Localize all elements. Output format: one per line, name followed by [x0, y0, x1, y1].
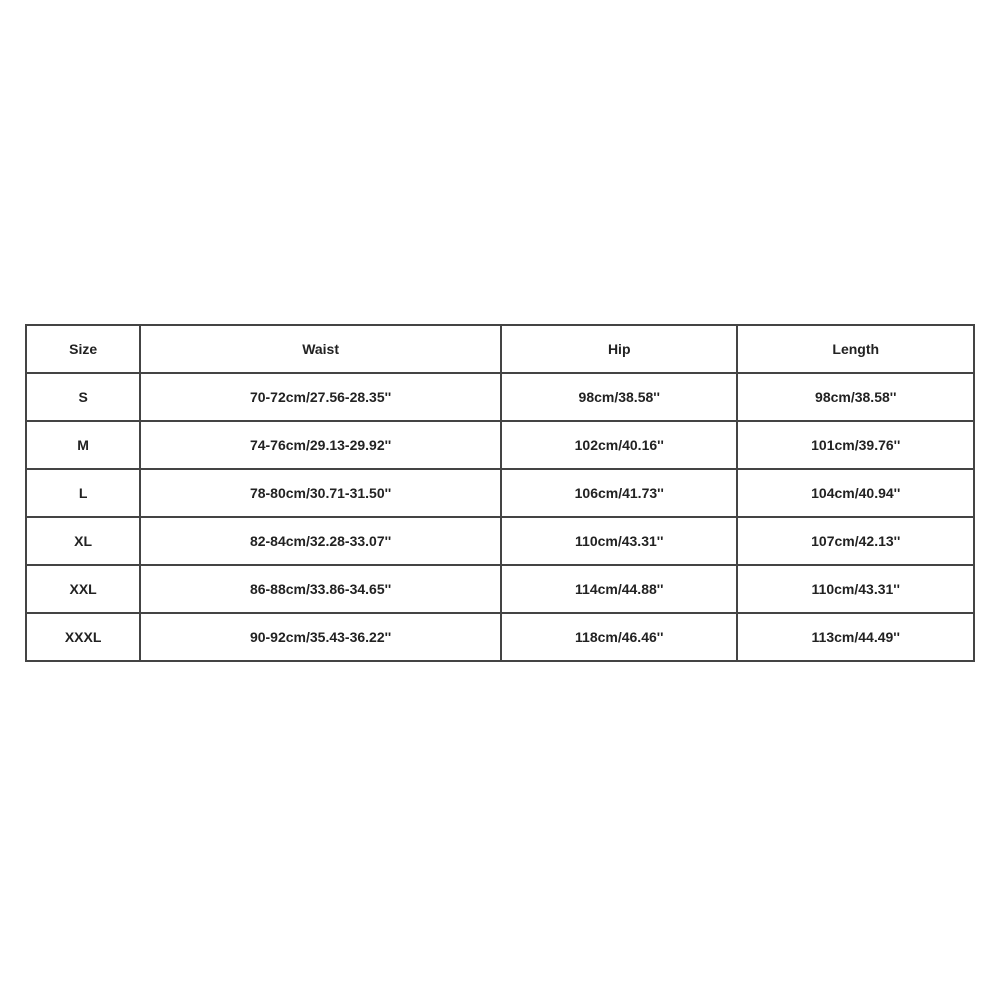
header-size: Size — [26, 325, 140, 373]
cell-hip: 110cm/43.31'' — [501, 517, 737, 565]
cell-hip: 114cm/44.88'' — [501, 565, 737, 613]
cell-waist: 90-92cm/35.43-36.22'' — [140, 613, 501, 661]
cell-hip: 106cm/41.73'' — [501, 469, 737, 517]
cell-waist: 82-84cm/32.28-33.07'' — [140, 517, 501, 565]
cell-size: XXXL — [26, 613, 140, 661]
cell-hip: 102cm/40.16'' — [501, 421, 737, 469]
cell-waist: 70-72cm/27.56-28.35'' — [140, 373, 501, 421]
size-chart-table — [25, 324, 975, 662]
cell-size: M — [26, 421, 140, 469]
table-row — [26, 613, 974, 661]
table-row — [26, 373, 974, 421]
cell-length: 101cm/39.76'' — [737, 421, 974, 469]
cell-waist: 86-88cm/33.86-34.65'' — [140, 565, 501, 613]
header-waist: Waist — [140, 325, 501, 373]
header-row — [26, 325, 974, 373]
cell-length: 98cm/38.58'' — [737, 373, 974, 421]
cell-length: 107cm/42.13'' — [737, 517, 974, 565]
cell-waist: 74-76cm/29.13-29.92'' — [140, 421, 501, 469]
cell-hip: 98cm/38.58'' — [501, 373, 737, 421]
cell-waist: 78-80cm/30.71-31.50'' — [140, 469, 501, 517]
table-body — [26, 373, 974, 661]
cell-size: XXL — [26, 565, 140, 613]
cell-size: XL — [26, 517, 140, 565]
cell-length: 113cm/44.49'' — [737, 613, 974, 661]
table-row — [26, 421, 974, 469]
cell-size: L — [26, 469, 140, 517]
cell-size: S — [26, 373, 140, 421]
table-row — [26, 469, 974, 517]
cell-hip: 118cm/46.46'' — [501, 613, 737, 661]
cell-length: 110cm/43.31'' — [737, 565, 974, 613]
table-header — [26, 325, 974, 373]
header-length: Length — [737, 325, 974, 373]
table-row — [26, 565, 974, 613]
cell-length: 104cm/40.94'' — [737, 469, 974, 517]
header-hip: Hip — [501, 325, 737, 373]
table-row — [26, 517, 974, 565]
